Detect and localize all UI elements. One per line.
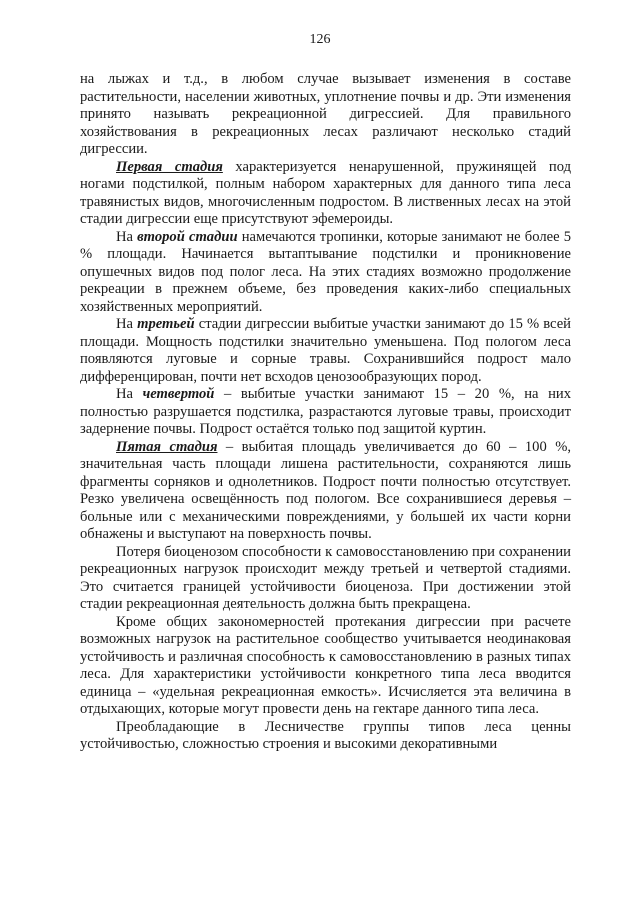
paragraph-text: – выбитые участки занимают 15 – 20 %, на них полностью разрушается подстилка, разрастаются луговые травы, происходит задернение почвы. Подрост остаётся только под защитой куртин.: [80, 386, 571, 437]
paragraph-text: На: [116, 228, 138, 245]
paragraph: [80, 316, 571, 386]
paragraph-text: Преобладающие в Лесничестве группы типов леса ценны устойчивостью, сложностью строения и высокими декоративными: [80, 718, 571, 752]
paragraph-text: стадии дигрессии выбитые участки занимают до 15 % всей площади. Мощность подстилки значительно уменьшена. Под пологом леса появляются луговые и сорные травы. Сохранившийся подрост мало дифференцирован, почти нет всходов ценозообразующих пород.: [80, 316, 571, 385]
paragraph: [80, 71, 571, 159]
paragraph-text: намечаются тропинки, которые занимают не более 5 % площади. Начинается вытаптывание подстилки и проникновение опушечных видов под полог леса. На этих стадиях возможно продолжение рекреации в прежнем объеме, без проведения каких-либо специальных хозяйственных мероприятий.: [80, 228, 571, 315]
paragraph-text: – выбитая площадь увеличивается до 60 – 100 %, значительная часть площади лишена растительности, сохраняются лишь фрагменты сорняков и однолетников. Подрост почти полностью отсутствует. Резко увеличена освещённость под пологом. Все сохранившиеся деревья – больные или с механическими повреждениями, у большей их части корни обнажены и выступают на поверхность почвы.: [80, 438, 571, 542]
emphasized-term: второй стадии: [137, 228, 238, 245]
paragraph: [80, 159, 571, 229]
paragraph: [80, 544, 571, 614]
emphasized-term: третьей: [137, 316, 195, 332]
paragraph-text: на лыжах и т.д., в любом случае вызывает изменения в составе растительности, населении животных, уплотнение почвы и др. Эти изменения принято называть рекреационной дигрессией. Для правильного хозяйствования в рекреационных лесах различают несколько стадий дигрессии.: [80, 71, 571, 157]
emphasized-term: Пятая стадия: [116, 438, 218, 455]
paragraph-text: характеризуется ненарушенной, пружинящей под ногами подстилкой, полным набором характерных для данного типа леса травянистых видов, многочисленным подростом. В лиственных лесах на этой стадии дигрессии еще присутствуют эфемероиды.: [80, 158, 571, 227]
paragraph-text: На: [116, 386, 143, 402]
emphasized-term: Первая стадия: [116, 158, 223, 175]
paragraph: [80, 439, 571, 544]
text-body: [80, 71, 571, 754]
paragraph: [80, 229, 571, 317]
page-number: 126: [309, 32, 331, 47]
paragraph-text: Кроме общих закономерностей протекания дигрессии при расчете возможных нагрузок на растительное сообщество учитывается неодинаковая устойчивость и различная способность к самовосстановлению в разных типах леса. Для характеристики устойчивости конкретного типа леса вводится единица – «удельная рекреационная емкость». Исчисляется эта величина в отдыхающих, которые могут провести день на гектаре данного типа леса.: [80, 613, 571, 717]
paragraph: [80, 614, 571, 719]
paragraph-text: Потеря биоценозом способности к самовосстановлению при сохранении рекреационных нагрузок происходит между третьей и четвертой стадиями. Это считается границей устойчивости биоценоза. При достижении этой стадии рекреационная деятельность должна быть прекращена.: [80, 543, 571, 612]
emphasized-term: четвертой: [142, 386, 215, 402]
paragraph-text: На: [116, 316, 138, 332]
paragraph: [80, 719, 571, 754]
paragraph: [80, 386, 571, 439]
